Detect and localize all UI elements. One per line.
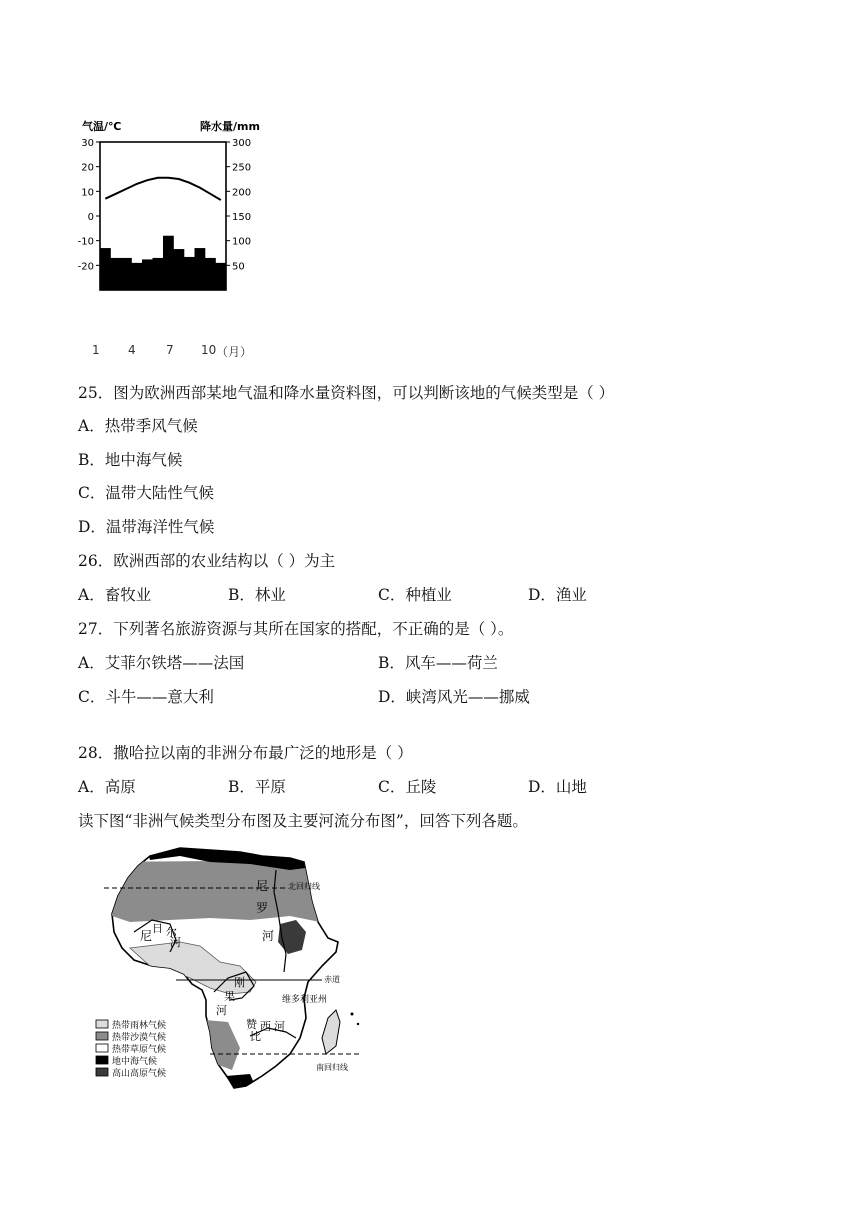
- right-tick-label: 150: [232, 212, 252, 223]
- q25-option-b[interactable]: B．地中海气候: [78, 451, 183, 469]
- legend-label: 地中海气候: [112, 1057, 158, 1067]
- q27-option-b[interactable]: B．风车——荷兰: [378, 654, 498, 672]
- left-tick-label: 30: [81, 138, 94, 149]
- q28-option-b[interactable]: B．平原: [228, 778, 286, 796]
- precipitation-bar: [121, 258, 132, 290]
- legend-label: 高山高原气候: [112, 1069, 167, 1079]
- precipitation-bar: [132, 263, 143, 290]
- month-unit: （月）: [216, 345, 253, 359]
- map-intro: 读下图“非洲气候类型分布图及主要河流分布图”，回答下列各题。: [78, 812, 528, 830]
- q25-stem: 25．图为欧洲西部某地气温和降水量资料图，可以判断该地的气候类型是（ ）: [78, 384, 615, 402]
- niger-label: 日: [152, 922, 163, 935]
- legend-swatch: [96, 1068, 108, 1076]
- month-tick: 10: [201, 343, 217, 357]
- precipitation-bars: [100, 236, 226, 290]
- q26-option-b[interactable]: B．林业: [228, 586, 286, 604]
- precipitation-bar: [205, 258, 216, 290]
- q27-option-a[interactable]: A．艾菲尔铁塔——法国: [78, 654, 245, 672]
- right-tick-label: 250: [232, 162, 252, 174]
- legend-swatch: [96, 1044, 108, 1052]
- q25-option-c[interactable]: C．温带大陆性气候: [78, 484, 214, 502]
- q28-option-d[interactable]: D．山地: [528, 778, 587, 796]
- left-tick-label: -10: [78, 236, 94, 248]
- nile-label: 罗: [256, 901, 269, 915]
- precipitation-bar: [142, 259, 153, 290]
- nile-label: 尼: [256, 879, 269, 893]
- right-tick-label: 100: [232, 236, 252, 248]
- map-legend: [96, 1019, 166, 1079]
- month-tick: 4: [128, 343, 136, 357]
- left-axis-label: 气温/℃: [82, 120, 122, 133]
- island-dot: [357, 1023, 359, 1025]
- legend-swatch: [96, 1056, 108, 1064]
- q26-stem: 26．欧洲西部的农业结构以（ ）为主: [78, 552, 336, 570]
- left-tick-label: 0: [87, 212, 94, 223]
- nile-label: 河: [262, 929, 275, 943]
- q26-option-a[interactable]: A．畜牧业: [78, 586, 152, 604]
- right-tick-label: 300: [232, 138, 252, 149]
- precipitation-bar: [216, 263, 227, 290]
- right-tick-label: 200: [232, 187, 252, 199]
- q25-option-d[interactable]: D．温带海洋性气候: [78, 518, 215, 536]
- zambezi-label: 西: [260, 1020, 271, 1033]
- congo-label: 刚: [234, 976, 245, 989]
- island-dot: [351, 1013, 354, 1016]
- africa-climate-map: [90, 842, 370, 1100]
- niger-label: 尔: [166, 926, 177, 939]
- equator-label: 赤道: [324, 975, 340, 984]
- tropic-capricorn-label: 南回归线: [316, 1063, 348, 1072]
- zambezi-label: 比: [250, 1030, 261, 1043]
- victoria-label: 维多利亚州: [282, 995, 328, 1005]
- congo-label: 河: [216, 1004, 227, 1017]
- niger-label: 尼: [140, 929, 153, 943]
- q27-option-c[interactable]: C．斗牛——意大利: [78, 688, 214, 706]
- precipitation-bar: [100, 248, 111, 290]
- left-axis-ticks: [78, 138, 100, 272]
- q28-option-c[interactable]: C．丘陵: [378, 778, 437, 796]
- right-axis-label: 降水量/mm: [200, 120, 260, 133]
- zambezi-label: 赞: [246, 1018, 257, 1031]
- precipitation-bar: [195, 248, 206, 290]
- legend-label: 热带沙漠气候: [112, 1033, 167, 1043]
- precipitation-bar: [111, 258, 122, 290]
- legend-label: 热带草原气候: [112, 1045, 167, 1055]
- q26-option-c[interactable]: C．种植业: [378, 586, 452, 604]
- zambezi-label: 河: [274, 1020, 285, 1033]
- tropic-cancer-label: 北回归线: [288, 882, 320, 891]
- legend-label: 热带雨林气候: [112, 1021, 167, 1031]
- precipitation-bar: [153, 258, 164, 290]
- month-tick: 1: [92, 343, 100, 357]
- precipitation-bar: [163, 236, 174, 290]
- climate-chart: [78, 112, 268, 302]
- precipitation-bar: [184, 257, 195, 290]
- madagascar: [322, 1010, 340, 1054]
- q28-stem: 28．撒哈拉以南的非洲分布最广泛的地形是（ ）: [78, 744, 413, 762]
- q26-option-d[interactable]: D．渔业: [528, 586, 587, 604]
- month-tick: 7: [166, 343, 174, 357]
- legend-swatch: [96, 1032, 108, 1040]
- left-tick-label: 10: [81, 187, 94, 199]
- precipitation-bar: [174, 249, 185, 290]
- month-axis: [88, 343, 268, 363]
- legend-swatch: [96, 1020, 108, 1028]
- right-axis-ticks: [226, 138, 251, 272]
- q25-option-a[interactable]: A．热带季风气候: [78, 417, 198, 435]
- right-tick-label: 50: [232, 261, 245, 273]
- temperature-line: [105, 178, 221, 200]
- q28-option-a[interactable]: A．高原: [78, 778, 136, 796]
- q27-stem: 27．下列著名旅游资源与其所在国家的搭配，不正确的是（ ）。: [78, 620, 514, 638]
- niger-label: 河: [170, 936, 181, 949]
- congo-label: 果: [224, 990, 235, 1003]
- q27-option-d[interactable]: D．峡湾风光——挪威: [378, 688, 530, 706]
- left-tick-label: -20: [78, 261, 94, 273]
- left-tick-label: 20: [81, 162, 94, 174]
